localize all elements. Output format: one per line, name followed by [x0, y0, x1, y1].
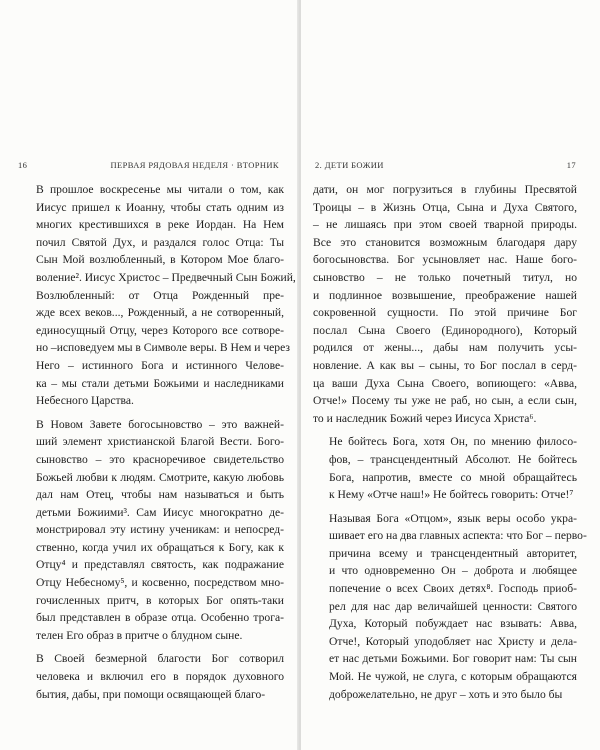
text-line: Небесного Царства.: [36, 394, 134, 408]
text-line: Божьей любви к людям. Смотрите, какую любовь: [36, 470, 284, 484]
text-line: сокровенной сущности. По этой причине Бог: [313, 306, 577, 320]
text-line: ший элемент христианской Благой Вести. Бого-: [36, 435, 284, 449]
text-line: ственно, когда учил их обращаться к Богу, как к: [36, 540, 284, 554]
text-line: многих крестившихся в реке Иордан. На Нем: [36, 218, 284, 232]
text-line: Не бойтесь Бога, хотя Он, по мнению филосо-: [329, 435, 577, 449]
body-text: [20, 181, 296, 709]
running-head: 2. ДЕТИ БОЖИИ: [315, 160, 384, 170]
text-line: дал нам Отец, чтобы нам называться и быть: [36, 488, 284, 502]
text-line: но –исповедуем мы в Символе веры. В Нем и через: [36, 341, 290, 355]
paragraph: [20, 181, 296, 410]
text-line: к Нему «Отче наш!» Не бойтесь говорить: Отче!⁷: [329, 488, 574, 502]
paragraph: [313, 433, 577, 503]
text-line: Все это становится возможным благодаря дару: [313, 235, 577, 249]
text-line: Отцу Небесному⁵, и косвенно, посредством мно-: [36, 576, 284, 590]
text-line: доброжелательно, не друг – хоть и это было бы: [329, 687, 563, 701]
text-line: был представлен в образе отца. Особенно трога-: [36, 611, 284, 625]
text-line: – не лишаясь при этом своей тварной природы.: [313, 218, 577, 232]
paragraph: [313, 181, 577, 427]
text-line: почил Святой Дух, и раздался голос Отца: Ты: [36, 235, 284, 249]
text-line: бытия, дабы, при помощи освящающей благо-: [36, 687, 266, 701]
text-line: В Своей безмерной благости Бог сотворил: [36, 652, 284, 666]
paragraph: [20, 650, 284, 703]
text-line: Иисус пришел к Иоанну, чтобы стать одним из: [36, 200, 284, 214]
text-line: послал Сына Своего (Единородного), Который: [313, 323, 577, 337]
text-line: жде всех веков..., Рожденный, а не сотворенный,: [36, 306, 284, 320]
text-line: Сын Мой возлюбленный, в Котором Мое благо-: [36, 253, 284, 267]
left-page: [0, 0, 299, 750]
text-line: богосыновства. Бог усыновляет нас. Наше бого-: [313, 253, 577, 267]
text-line: Отцу⁴ и представлял святость, как подражание: [36, 558, 284, 572]
text-line: воление². Иисус Христос – Предвечный Сын Божий,: [36, 270, 296, 284]
text-line: телен Его образ в притче о блудном сыне.: [36, 628, 243, 642]
text-line: и подлинное возвышение, преображение нашей: [313, 288, 577, 302]
text-line: ца ваши Духа Сына Своего, вопиющего: «Авва,: [313, 376, 577, 390]
text-line: сыновство – не только почетный титул, но: [313, 270, 577, 284]
text-line: Троицы – в Жизнь Отца, Сына и Духа Святого,: [313, 200, 577, 214]
text-line: ет нас детьми Божьими. Бог говорит нам: Ты сын: [329, 652, 577, 666]
text-line: В Новом Завете богосыновство – это важней-: [36, 417, 284, 431]
text-line: Мой. Не чужой, не слуга, с которым обращаются: [329, 670, 577, 684]
paragraph: [313, 510, 587, 704]
body-text: [313, 181, 587, 709]
text-line: попечение о всех Своих детях⁸. Господь приоб-: [329, 582, 577, 596]
text-line: В прошлое воскресенье мы читали о том, как: [36, 183, 284, 196]
right-page: [301, 0, 600, 750]
text-line: Называя Бога «Отцом», язык веры особо укра-: [329, 511, 577, 525]
text-line: то и наследник Божий через Иисуса Христа⁶.: [313, 411, 537, 425]
text-line: гочисленных притч, в которых Бог опять-таки: [36, 593, 284, 607]
text-line: шивает его на два главных аспекта: что Бог – перво-: [329, 529, 587, 543]
page-number: 16: [18, 160, 28, 170]
text-line: фов, – трансцендентный Абсолют. Не бойтесь: [329, 452, 577, 466]
text-line: Бога, напротив, вместе со мной обращайтесь: [329, 470, 577, 484]
text-line: родился от жены..., дабы нам получить усы-: [313, 341, 577, 355]
page-number: 17: [566, 160, 576, 170]
text-line: Отче!, Который уподобляет нас Христу и дела-: [329, 634, 577, 648]
text-line: причина всему и трансцендентный авторитет,: [329, 546, 577, 560]
text-line: монстрировал эту истину ученикам: и непосред-: [36, 523, 284, 537]
text-line: дати, он мог погрузиться в глубины Пресвятой: [313, 183, 577, 196]
text-line: единосущный Отцу, через Которого все сотворе-: [36, 323, 284, 337]
running-head: ПЕРВАЯ РЯДОВАЯ НЕДЕЛЯ · ВТОРНИК: [110, 160, 279, 170]
text-line: Возлюбленный: от Отца Рожденный пре-: [36, 288, 284, 302]
text-line: человека и включил его в порядок духовного: [36, 670, 284, 684]
text-line: и что одновременно Он – доброта и любящее: [329, 564, 577, 578]
text-line: рел для нас дар величайшей ценности: Святого: [329, 599, 577, 613]
text-line: сыновство – это красноречивое свидетельство: [36, 452, 284, 466]
text-line: Отче!» Посему ты уже не раб, но сын, а если сын,: [313, 394, 577, 408]
text-line: ка – мы стали детьми Божьими и наследниками: [36, 376, 284, 390]
text-line: новление. А как вы – сыны, то Бог послал в серд-: [313, 358, 577, 372]
text-line: детьми Божиими³. Сам Иисус многократно де-: [36, 505, 284, 519]
text-line: Него – истинного Бога и истинного Челове-: [36, 358, 284, 372]
text-line: Духа, Который побуждает нас взывать: Авва,: [329, 617, 577, 631]
paragraph: [20, 416, 284, 645]
